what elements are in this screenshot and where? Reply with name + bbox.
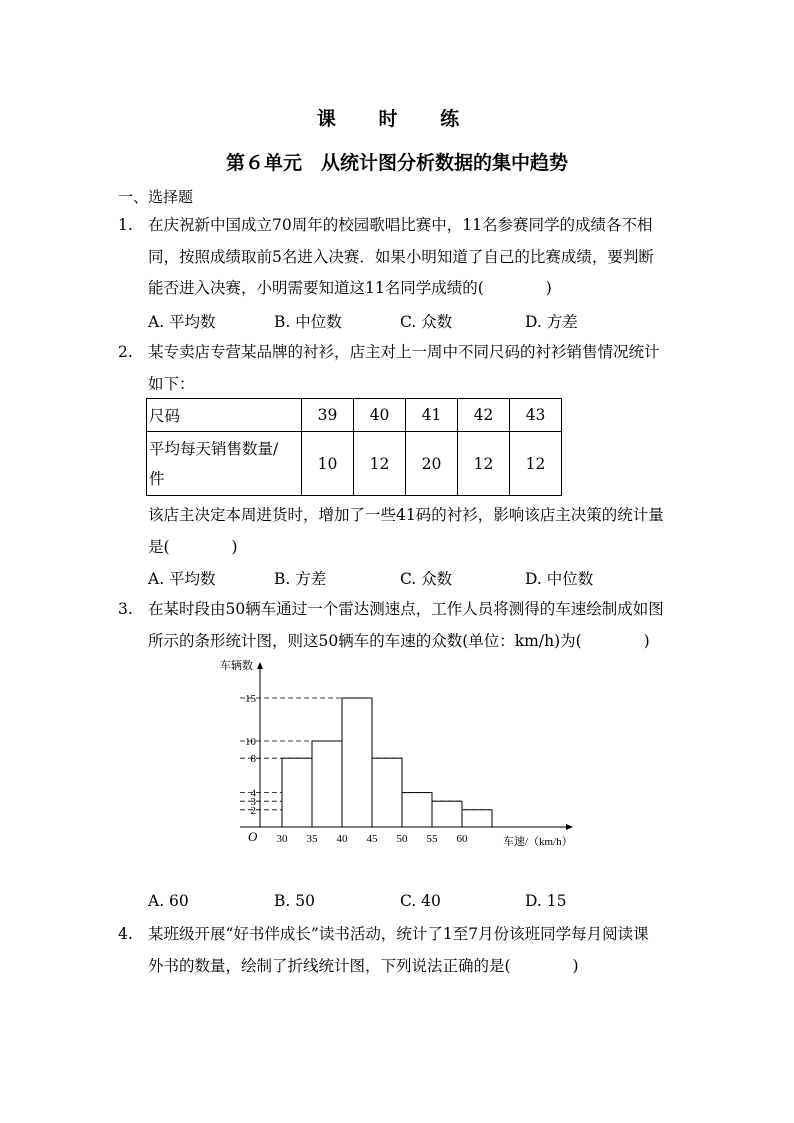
- x-axis-label: 车速/（km/h）: [503, 836, 573, 848]
- option-b[interactable]: B. 中位数: [274, 313, 342, 331]
- table-header-cell: 尺码: [147, 399, 302, 432]
- question-2-followup: [148, 500, 708, 563]
- question-number: 2.: [118, 343, 133, 361]
- question-1-options: [148, 310, 708, 336]
- question-1: [118, 210, 678, 305]
- question-line: 如下：: [148, 374, 195, 393]
- size-sales-table: [146, 398, 562, 496]
- question-line: 某专卖店专营某品牌的衬衫，店主对上一周中不同尺码的衬衫销售情况统计: [148, 343, 660, 361]
- bar-40: [342, 698, 372, 827]
- x-tick-label: 45: [366, 833, 378, 845]
- question-4: [118, 919, 678, 982]
- question-number: 1.: [118, 216, 133, 234]
- table-cell: 12: [458, 432, 510, 496]
- option-a[interactable]: A. 60: [148, 892, 189, 910]
- table-row: [147, 432, 562, 496]
- option-c[interactable]: C. 众数: [400, 570, 453, 588]
- table-cell: 20: [406, 432, 458, 496]
- question-2-options: [148, 567, 708, 593]
- option-c[interactable]: C. 40: [400, 892, 441, 910]
- bar-50: [402, 793, 432, 827]
- option-b[interactable]: B. 50: [274, 892, 315, 910]
- option-d[interactable]: D. 中位数: [525, 570, 594, 588]
- option-c[interactable]: C. 众数: [400, 313, 453, 331]
- x-tick-label: 55: [426, 833, 438, 845]
- question-line: 某班级开展“好书伴成长”读书活动，统计了1至7月份该班同学每月阅读课: [148, 925, 649, 943]
- question-3: [118, 594, 678, 657]
- x-tick-label: 60: [456, 833, 468, 845]
- table-cell: 41: [406, 399, 458, 432]
- y-tick-label: 8: [250, 753, 256, 766]
- option-b[interactable]: B. 方差: [274, 570, 327, 588]
- option-a[interactable]: A. 平均数: [148, 570, 216, 588]
- table-header-line: 件: [149, 469, 165, 488]
- y-axis-label: 车辆数: [220, 660, 253, 672]
- unit-title: 第６单元 从统计图分析数据的集中趋势: [225, 152, 568, 174]
- question-line: 所示的条形统计图，则这50辆车的车速的众数(单位：km/h)为( ): [148, 631, 650, 650]
- bar-55: [432, 801, 462, 827]
- x-tick-label: 40: [336, 833, 348, 845]
- option-d[interactable]: D. 方差: [525, 313, 578, 331]
- question-line: 外书的数量，绘制了折线统计图，下列说法正确的是( ): [148, 956, 579, 975]
- bar-60: [462, 810, 492, 827]
- bar-35: [312, 741, 342, 827]
- y-tick-label: 3: [250, 796, 256, 809]
- question-line: 同，按照成绩取前5名进入决赛．如果小明知道了自己的比赛成绩，要判断: [148, 247, 654, 266]
- x-tick-label: 30: [276, 833, 288, 845]
- page-title: 课 时 练: [316, 108, 478, 130]
- x-tick-label: 50: [396, 833, 408, 845]
- question-2: [118, 337, 678, 400]
- y-tick-label: 15: [245, 693, 256, 705]
- y-tick-label: 2: [250, 804, 256, 817]
- speed-bar-chart: [210, 655, 590, 855]
- question-line: 该店主决定本周进货时，增加了一些41码的衬衫，影响该店主决策的统计量: [148, 506, 664, 524]
- table-cell: 12: [354, 432, 406, 496]
- question-line: 是( ): [148, 537, 238, 556]
- table-cell: 40: [354, 399, 406, 432]
- bar-45: [372, 758, 402, 827]
- table-header-cell: [147, 432, 302, 496]
- y-tick-label: 4: [250, 787, 256, 800]
- table-row: [147, 399, 562, 432]
- question-line: 在庆祝新中国成立70周年的校园歌唱比赛中，11名参赛同学的成绩各不相: [148, 216, 653, 234]
- table-cell: 42: [458, 399, 510, 432]
- x-tick-label: 35: [306, 833, 318, 845]
- table-cell: 43: [510, 399, 562, 432]
- origin-label: O: [248, 829, 258, 844]
- question-3-options: [148, 892, 708, 918]
- question-number: 3.: [118, 600, 133, 618]
- question-number: 4.: [118, 925, 133, 943]
- table-header-line: 平均每天销售数量/: [149, 439, 279, 458]
- table-cell: 10: [302, 432, 354, 496]
- question-line: 能否进入决赛，小明需要知道这11名同学成绩的( ): [148, 279, 552, 297]
- y-tick-label: 10: [245, 736, 256, 748]
- table-cell: 12: [510, 432, 562, 496]
- section-title: 一、选择题: [118, 188, 194, 206]
- bar-30: [282, 758, 312, 827]
- question-line: 在某时段由50辆车通过一个雷达测速点，工作人员将测得的车速绘制成如图: [148, 600, 664, 618]
- table-cell: 39: [302, 399, 354, 432]
- option-a[interactable]: A. 平均数: [148, 313, 216, 331]
- option-d[interactable]: D. 15: [525, 892, 567, 910]
